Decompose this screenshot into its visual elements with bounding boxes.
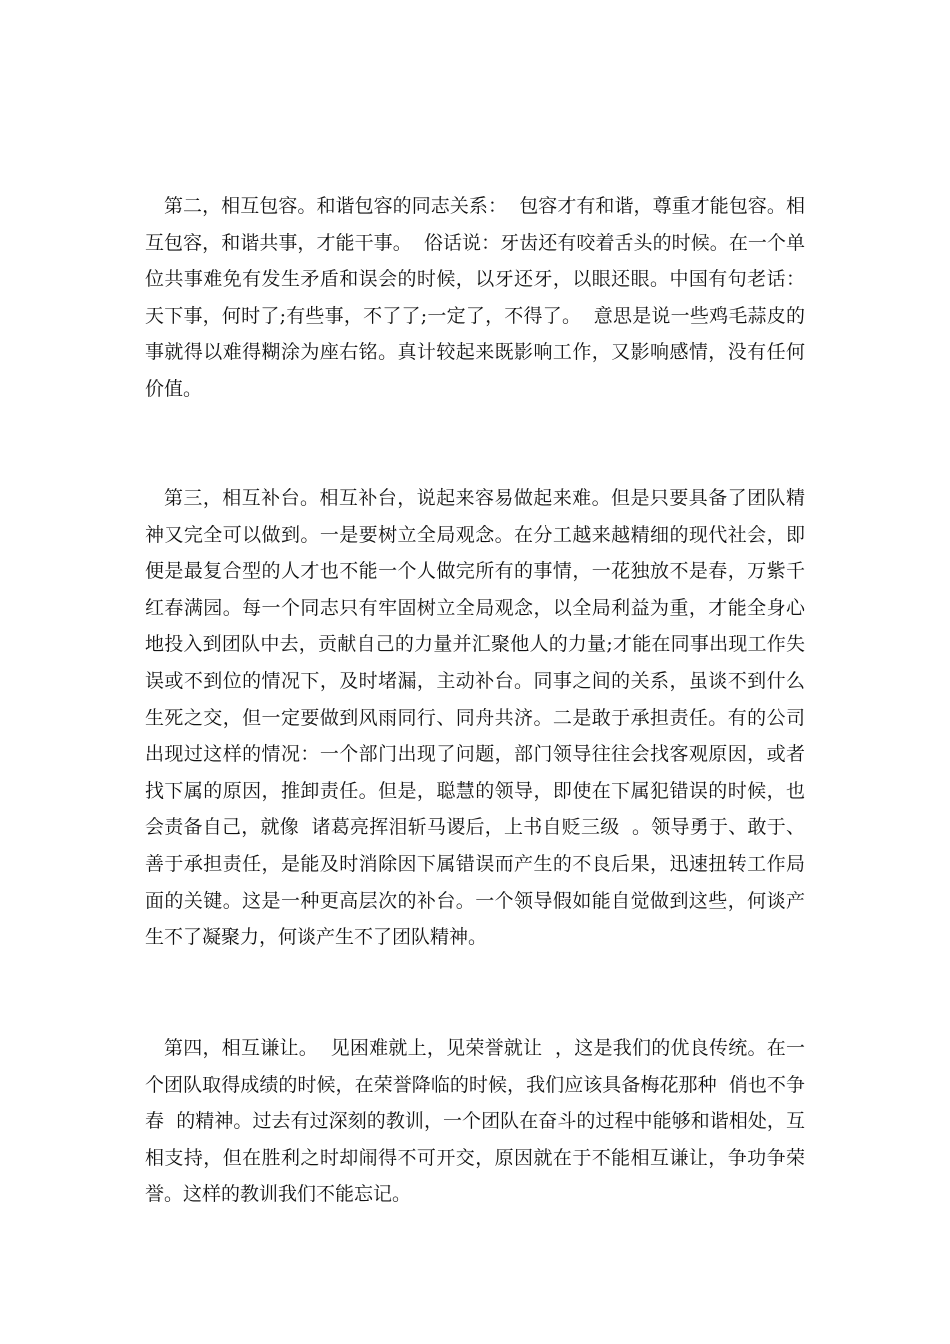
paragraph-mutual-support: 第三，相互补台。相互补台，说起来容易做起来难。但是只要具备了团队精神又完全可以做到。一是要树立全局观念。在分工越来越精细的现代社会，即便是最复合型的人才也不能一个人做完所有的事情，一花独放不是春，万紫千红春满园。每一个同志只有牢固树立全局观念，以全局利益为重，才能全身心地投入到团队中去，贡献自己的力量并汇聚他人的力量;才能在同事出现工作失误或不到位的情况下，及时堵漏，主动补台。同事之间的关系，虽谈不到什么生死之交，但一定要做到风雨同行、同舟共济。二是敢于承担责任。有的公司出现过这样的情况：一个部门出现了问题，部门领导往往会找客观原因，或者找下属的原因，推卸责任。但是，聪慧的领导，即使在下属犯错误的时候，也会责备自己，就像 诸葛亮挥泪斩马谡后，上书自贬三级 。领导勇于、敢于、善于承担责任，是能及时消除因下属错误而产生的不良后果，迅速扭转工作局面的关键。这是一种更高层次的补台。一个领导假如能自觉做到这些，何谈产生不了凝聚力，何谈产生不了团队精神。 [145,487,805,949]
paragraph-mutual-humility: 第四，相互谦让。 见困难就上，见荣誉就让 ，这是我们的优良传统。在一个团队取得成绩的时候，在荣誉降临的时候，我们应该具备梅花那种 俏也不争春 的精神。过去有过深刻的教训，一个团队在奋斗的过程中能够和谐相处，互相支持，但在胜利之时却闹得不可开交，原因就在于不能相互谦让，争功争荣誉。这样的教训我们不能忘记。 [145,1037,805,1206]
paragraph-mutual-tolerance: 第二，相互包容。和谐包容的同志关系： 包容才有和谐，尊重才能包容。相互包容，和谐共事，才能干事。 俗话说：牙齿还有咬着舌头的时候。在一个单位共事难免有发生矛盾和误会的时候，以牙还牙，以眼还眼。中国有句老话：天下事，何时了;有些事，不了了;一定了，不得了。 意思是说一些鸡毛蒜皮的事就得以难得糊涂为座右铭。真计较起来既影响工作，又影响感情，没有任何价值。 [145,195,805,400]
